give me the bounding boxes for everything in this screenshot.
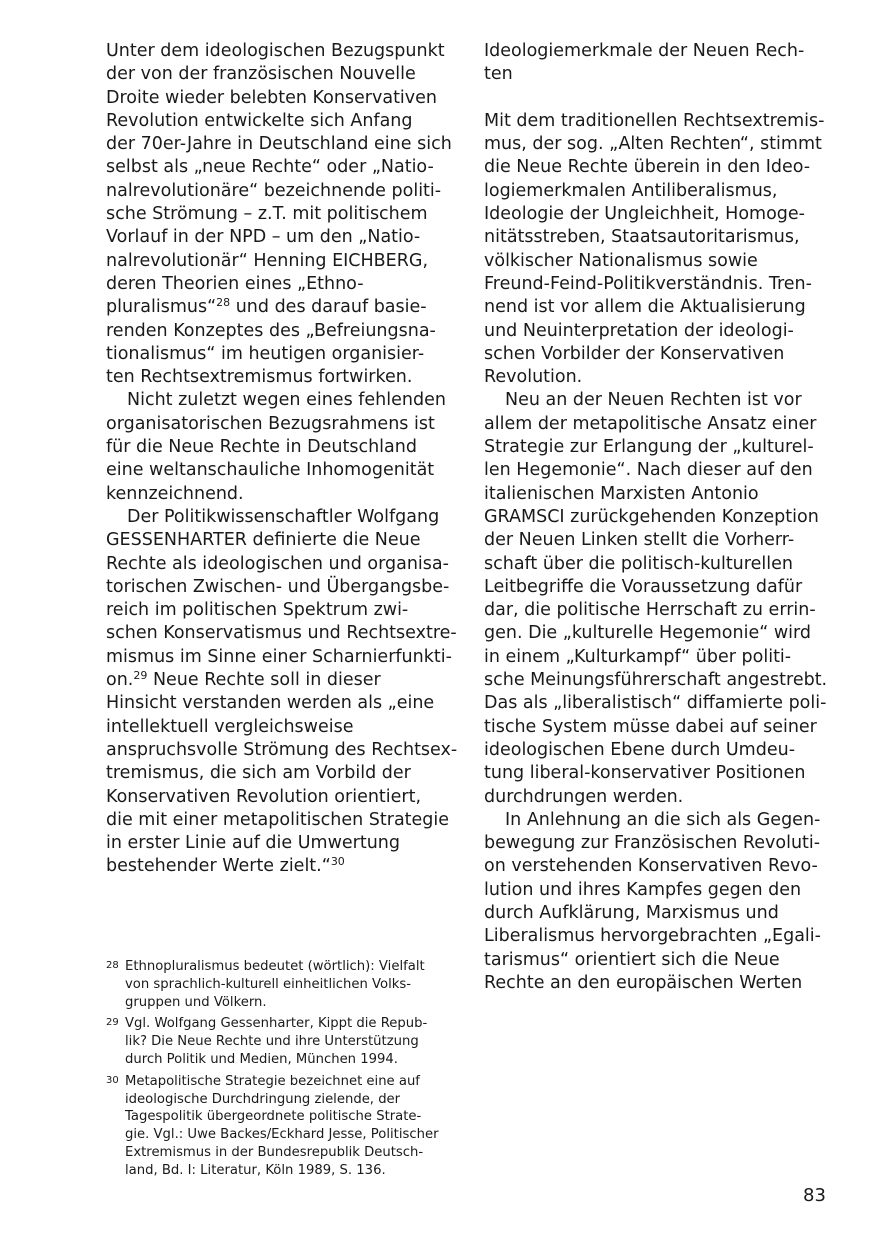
text-line [484, 809, 829, 832]
footnote-line: Metapolitische Strategie bezeichnet eine auf [125, 1073, 420, 1089]
footnote-line: land, Bd. I: Literatur, Köln 1989, S. 136. [125, 1162, 386, 1178]
line-text: Neu an der Neuen Rechten ist vor [505, 390, 802, 411]
text-line [106, 436, 451, 459]
line-text: bewegung zur Französischen Revoluti- [484, 833, 821, 854]
line-text: und Neuinterpretation der ideologi- [484, 320, 794, 341]
text-line [106, 622, 457, 645]
line-text: Hinsicht verstanden werden als „eine [106, 693, 435, 714]
left-column [106, 40, 458, 879]
line-text: nend ist vor allem die Aktualisierung [484, 297, 806, 318]
text-line [106, 483, 451, 506]
text-line [106, 226, 451, 249]
line-text: anspruchsvolle Strömung des Rechtsex- [106, 739, 458, 760]
text-line [106, 716, 451, 739]
text-line [484, 669, 829, 692]
line-text: sche Meinungsführerschaft angestrebt. [484, 670, 828, 691]
text-line [484, 949, 829, 972]
text-line [484, 739, 829, 762]
text-line [484, 599, 829, 622]
footnote-number: 29 [106, 1017, 119, 1029]
line-text: deren Theorien eines „Ethno- [106, 273, 364, 294]
text-line [106, 133, 451, 156]
line-text: GRAMSCI zurückgehenden Konzeption [484, 506, 819, 527]
text-line [106, 576, 451, 599]
text-line [484, 855, 829, 878]
text-line [106, 40, 451, 63]
text-line [484, 133, 829, 156]
line-text: eine weltanschauliche Inhomogenität [106, 460, 435, 481]
line-text: mismus im Sinne einer Scharnierfunkti- [106, 646, 452, 667]
line-text: ten [484, 64, 513, 85]
text-line [484, 553, 829, 576]
text-line [484, 436, 829, 459]
text-line [106, 646, 451, 669]
line-text: renden Konzeptes des „Befreiungsna- [106, 320, 436, 341]
footnote-line: ideologische Durchdringung zielende, der [125, 1091, 401, 1107]
text-line [484, 110, 829, 133]
text-line [484, 762, 829, 785]
footnote-line: Tagespolitik übergeordnete politische Strate- [125, 1109, 422, 1125]
text-line [106, 739, 458, 762]
footnote-ref: 30 [330, 855, 345, 869]
line-text: Ideologiemerkmale der Neuen Rech- [484, 41, 805, 61]
line-text: Strategie zur Erlangung der „kulturel- [484, 437, 814, 458]
text-line [106, 506, 451, 529]
text-line [484, 832, 829, 855]
line-text: Rechte als ideologischen und organisa- [106, 553, 449, 574]
line-text: selbst als „neue Rechte“ oder „Natio- [106, 157, 434, 178]
line-text: intellektuell vergleichsweise [106, 716, 354, 737]
text-line [106, 553, 451, 576]
line-text: tarismus“ orientiert sich die Neue [484, 949, 780, 970]
text-line [484, 413, 829, 436]
line-text: der 70er-Jahre in Deutschland eine sich [106, 134, 452, 155]
text-line [106, 413, 451, 436]
line-text: kennzeichnend. [106, 483, 244, 504]
text-line [106, 110, 451, 133]
line-text: durch Aufklärung, Marxismus und [484, 902, 779, 923]
line-text: logiemerkmalen Antiliberalismus, [484, 180, 778, 201]
text-line [106, 529, 451, 552]
line-text: tische System müsse dabei auf seiner [484, 716, 817, 737]
text-line [106, 762, 451, 785]
line-text: Revolution entwickelte sich Anfang [106, 110, 413, 131]
footnotes [106, 958, 451, 1184]
line-text: nitätsstreben, Staatsautoritarismus, [484, 227, 800, 248]
page-number: 83 [803, 1185, 826, 1206]
text-line [484, 156, 829, 179]
text-line [484, 273, 829, 296]
text-line [484, 250, 829, 273]
line-text: Leitbegriffe die Voraussetzung dafür [484, 576, 803, 597]
line-text: tremismus, die sich am Vorbild der [106, 763, 411, 784]
text-line [484, 506, 829, 529]
text-line [484, 692, 829, 715]
text-line [106, 203, 451, 226]
line-text-after: Neue Rechte soll in dieser [147, 670, 381, 691]
line-text: gen. Die „kulturelle Hegemonie“ wird [484, 623, 812, 644]
text-line [484, 879, 829, 902]
text-line [484, 226, 829, 249]
text-line [106, 669, 451, 692]
text-line [106, 296, 451, 319]
footnote-line: lik? Die Neue Rechte und ihre Unterstützung [125, 1034, 419, 1050]
text-line [484, 296, 829, 319]
line-text: reich im politischen Spektrum zwi- [106, 600, 409, 621]
text-line [106, 599, 451, 622]
text-line [484, 87, 829, 110]
text-line [106, 366, 451, 389]
footnote [106, 958, 451, 1011]
line-text: Droite wieder belebten Konservativen [106, 87, 438, 108]
text-line [106, 180, 451, 203]
line-text: Das als „liberalistisch“ diffamierte poli- [484, 693, 827, 714]
line-text: durchdrungen werden. [484, 786, 684, 807]
line-text: völkischer Nationalismus sowie [484, 250, 758, 271]
line-text: tung liberal-konservativer Positionen [484, 763, 806, 784]
line-text: on verstehenden Konservativen Revo- [484, 856, 818, 877]
text-line [484, 180, 829, 203]
line-text: schaft über die politisch-kulturellen [484, 553, 793, 574]
line-text: mus, der sog. „Alten Rechten“, stimmt [484, 134, 822, 155]
line-text: Freund-Feind-Politikverständnis. Tren- [484, 273, 812, 294]
footnote-number: 28 [106, 960, 119, 971]
line-text: Der Politikwissenschaftler Wolfgang [127, 506, 440, 527]
text-line [484, 925, 829, 948]
footnote-ref: 28 [216, 296, 231, 310]
text-line [106, 786, 451, 809]
line-text: in erster Linie auf die Umwertung [106, 833, 400, 854]
line-text: Vorlauf in der NPD – um den „Natio- [106, 227, 421, 248]
line-text: Liberalismus hervorgebrachten „Egali- [484, 926, 821, 947]
text-line [484, 902, 829, 925]
line-text: GESSENHARTER definierte die Neue [106, 530, 421, 551]
text-line [484, 972, 829, 995]
text-line [484, 459, 829, 482]
text-line [484, 366, 829, 389]
text-line [484, 576, 829, 599]
text-line [106, 832, 451, 855]
footnote [106, 1015, 451, 1068]
text-line [484, 320, 829, 343]
footnote-line: von sprachlich-kulturell einheitlichen Volks- [125, 976, 412, 992]
text-line [106, 459, 451, 482]
text-line [484, 343, 829, 366]
footnote-line: Vgl. Wolfgang Gessenharter, Kippt die Repub- [125, 1016, 428, 1032]
line-text: tionalismus“ im heutigen organisier- [106, 343, 425, 364]
line-text: italienischen Marxisten Antonio [484, 483, 759, 504]
line-text: Mit dem traditionellen Rechtsextremis- [484, 110, 825, 131]
footnote-line: gie. Vgl.: Uwe Backes/Eckhard Jesse, Politischer [125, 1127, 439, 1143]
text-line [484, 389, 829, 412]
footnote-ref: 29 [133, 669, 148, 683]
text-line [106, 273, 451, 296]
text-line [106, 250, 451, 273]
line-text: ideologischen Ebene durch Umdeu- [484, 739, 796, 760]
line-text: nalrevolutionär“ Henning EICHBERG, [106, 250, 429, 271]
line-text: torischen Zwischen- und Übergangsbe- [106, 576, 450, 597]
text-line [106, 855, 451, 878]
text-line [484, 203, 829, 226]
line-text: Rechte an den europäischen Werten [484, 972, 803, 993]
line-text-after: und des darauf basie- [230, 297, 427, 318]
line-text: die mit einer metapolitischen Strategie [106, 809, 450, 830]
line-text: ten Rechtsextremismus fortwirken. [106, 367, 413, 388]
text-line [106, 320, 451, 343]
footnote-line: durch Politik und Medien, München 1994. [125, 1051, 398, 1067]
text-line [106, 343, 451, 366]
line-text: der Neuen Linken stellt die Vorherr- [484, 530, 795, 551]
text-line [106, 809, 451, 832]
footnote [106, 1073, 451, 1180]
line-text: pluralismus“ [106, 297, 217, 318]
text-line [106, 156, 451, 179]
line-text: Ideologie der Ungleichheit, Homoge- [484, 204, 805, 225]
footnote-line: Extremismus in der Bundesrepublik Deutsch- [125, 1144, 424, 1160]
text-line [484, 63, 829, 86]
line-text: on. [106, 670, 134, 691]
text-line [106, 692, 451, 715]
line-text: Nicht zuletzt wegen eines fehlenden [127, 390, 446, 411]
footnote-line: Ethnopluralismus bedeutet (wörtlich): Vielfalt [125, 959, 425, 974]
line-text: nalrevolutionäre“ bezeichnende politi- [106, 180, 442, 201]
line-text: In Anlehnung an die sich als Gegen- [505, 809, 821, 830]
line-text: schen Vorbilder der Konservativen [484, 343, 785, 364]
line-text: für die Neue Rechte in Deutschland [106, 437, 417, 458]
right-column [484, 40, 829, 995]
text-line [484, 786, 829, 809]
text-line [484, 646, 829, 669]
line-text: lution und ihres Kampfes gegen den [484, 879, 802, 900]
line-text: der von der französischen Nouvelle [106, 64, 416, 85]
line-text: bestehender Werte zielt.“ [106, 856, 331, 877]
text-line [484, 622, 829, 645]
text-line [484, 529, 829, 552]
line-text: organisatorischen Bezugsrahmens ist [106, 413, 435, 434]
footnote-number: 30 [106, 1074, 119, 1086]
line-text: schen Konservatismus und Rechtsextre- [106, 623, 457, 644]
line-text: Unter dem ideologischen Bezugspunkt [106, 41, 445, 61]
line-text: dar, die politische Herrschaft zu errin- [484, 600, 816, 621]
footnote-line: gruppen und Völkern. [125, 994, 267, 1010]
line-text: allem der metapolitische Ansatz einer [484, 413, 817, 434]
text-line [106, 389, 451, 412]
line-text: in einem „Kulturkampf“ über politi- [484, 646, 792, 667]
text-line [484, 716, 829, 739]
line-text: Revolution. [484, 367, 583, 388]
line-text: Konservativen Revolution orientiert, [106, 786, 422, 807]
line-text: len Hegemonie“. Nach dieser auf den [484, 460, 813, 481]
line-text: die Neue Rechte überein in den Ideo- [484, 157, 811, 178]
line-text: sche Strömung – z.T. mit politischem [106, 204, 428, 225]
text-line [106, 87, 451, 110]
text-line [106, 63, 451, 86]
text-line [484, 483, 829, 506]
text-line [484, 40, 829, 63]
